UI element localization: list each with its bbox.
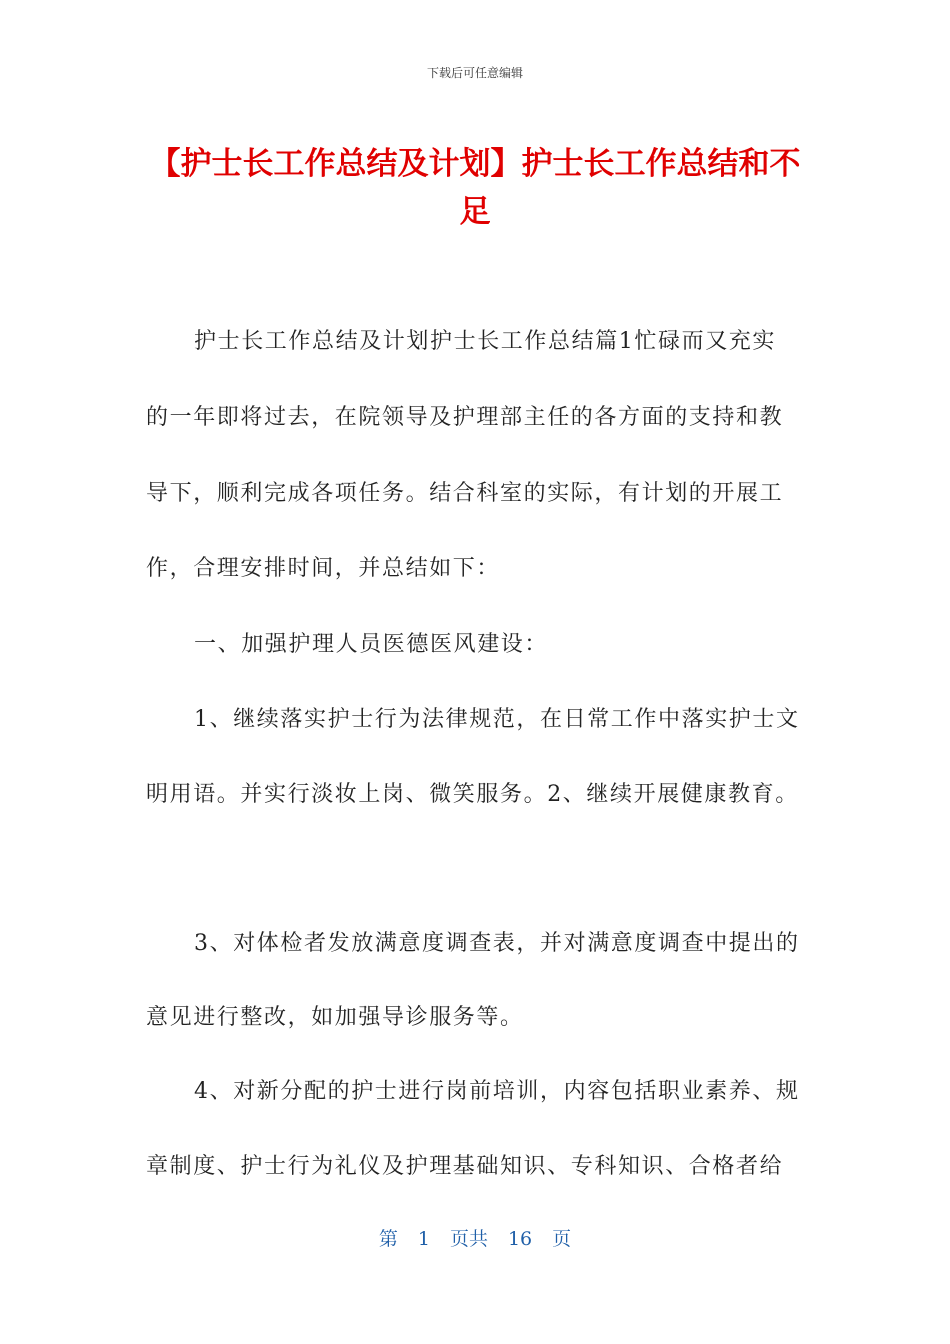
paragraph-line: 护士长工作总结及计划护士长工作总结篇1忙碌而又充实 xyxy=(194,329,776,354)
paragraph-line: 作，合理安排时间，并总结如下： xyxy=(146,556,501,581)
paragraph-line: 导下，顺利完成各项任务。结合科室的实际，有计划的开展工 xyxy=(146,481,784,506)
paragraph-line: 3、对体检者发放满意度调查表，并对满意度调查中提出的 xyxy=(194,931,800,956)
footer-total-pages: 16 xyxy=(507,1228,533,1250)
page-footer xyxy=(0,1224,950,1251)
footer-middle: 页共 xyxy=(449,1228,488,1250)
header-note: 下载后可任意编辑 xyxy=(426,66,523,80)
paragraph-line: 意见进行整改，如加强导诊服务等。 xyxy=(146,1005,524,1030)
section-heading: 一、加强护理人员医德医风建设： xyxy=(194,632,549,657)
paragraph-line: 4、对新分配的护士进行岗前培训，内容包括职业素养、规 xyxy=(194,1079,800,1104)
footer-prefix: 第 xyxy=(378,1228,398,1250)
paragraph-line: 的一年即将过去，在院领导及护理部主任的各方面的支持和教 xyxy=(146,405,784,430)
paragraph-line: 1、继续落实护士行为法律规范，在日常工作中落实护士文 xyxy=(194,707,800,732)
document-title: 【护士长工作总结及计划】护士长工作总结和不足 xyxy=(149,146,801,230)
footer-page-number: 1 xyxy=(417,1228,430,1250)
footer-suffix: 页 xyxy=(552,1228,572,1250)
paragraph-line: 章制度、护士行为礼仪及护理基础知识、专科知识、合格者给 xyxy=(146,1154,784,1179)
paragraph-line: 明用语。并实行淡妆上岗、微笑服务。2、继续开展健康教育。 xyxy=(146,782,799,807)
